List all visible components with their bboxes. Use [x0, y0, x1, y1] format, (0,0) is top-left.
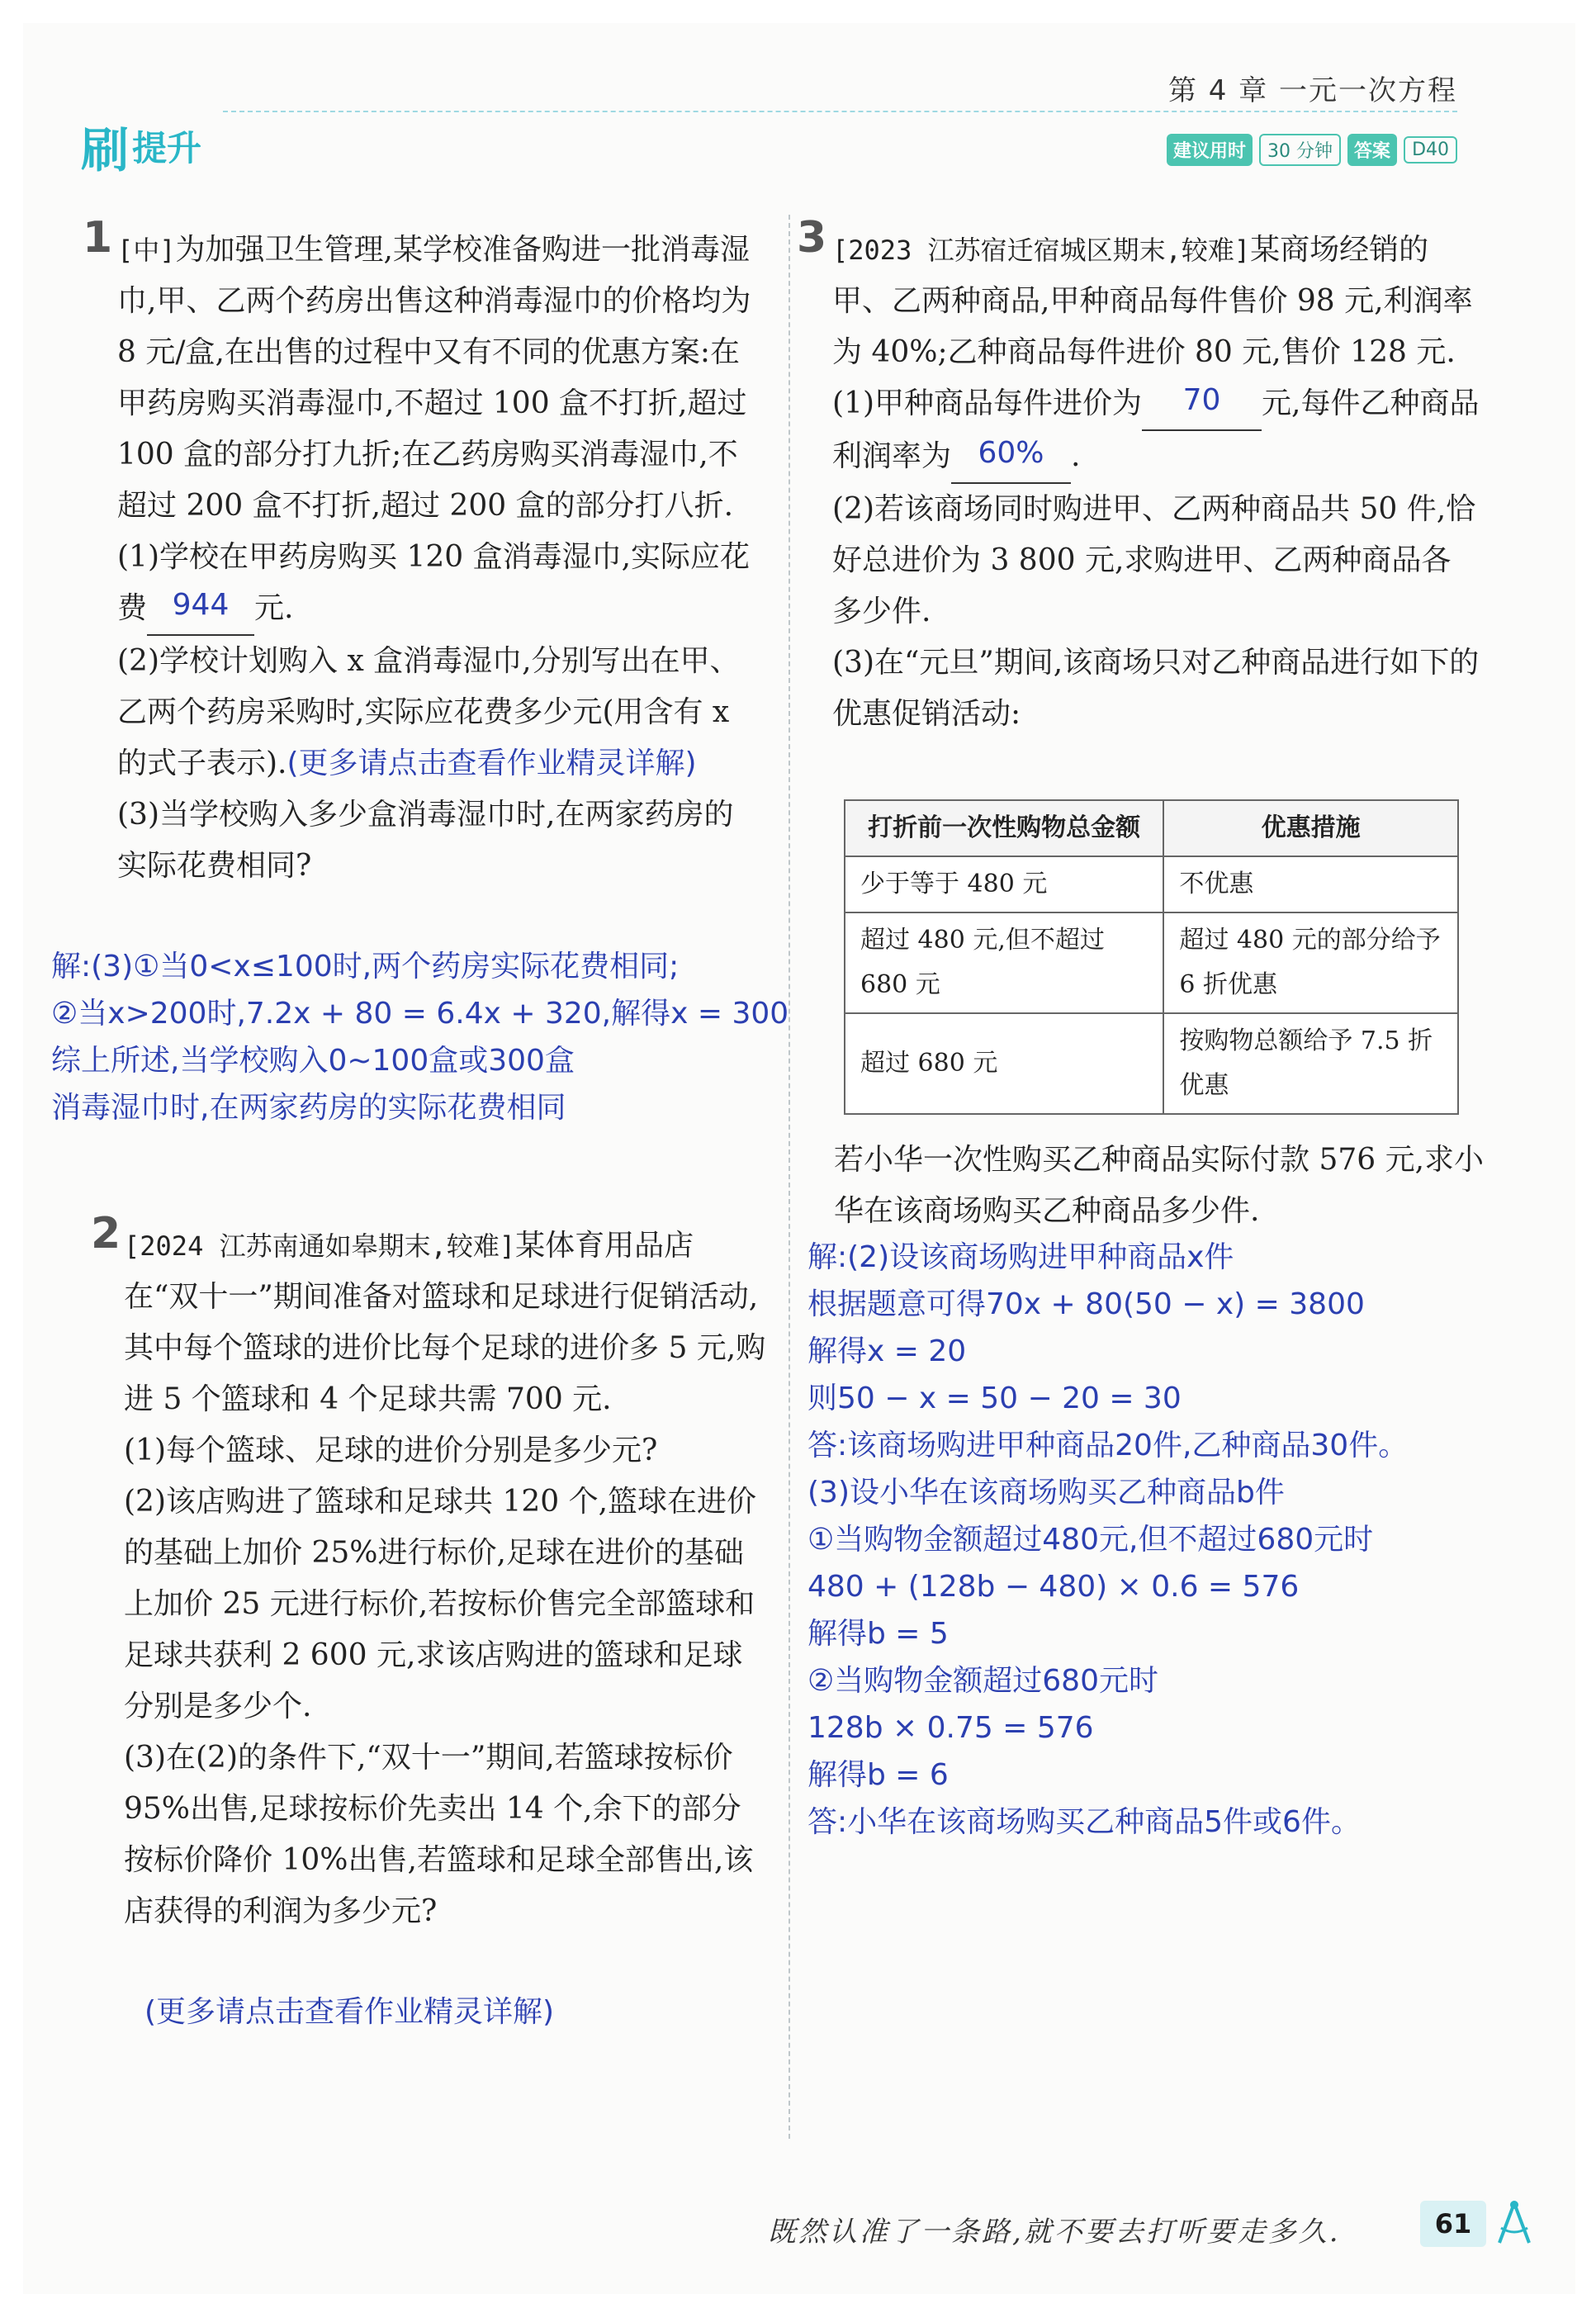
question-1-part-1-blank — [147, 583, 254, 636]
question-1-part-2: (2)学校计划购入 x 盒消毒湿巾,分别写出在甲、乙两个药房采购时,实际应花费多少元(用含有 x 的式子表示). — [117, 644, 740, 780]
question-3-after-table: 若小华一次性购买乙种商品实际付款 576 元,求小华在该商场购买乙种商品多少件. — [834, 1143, 1485, 1228]
solution-line: (3)设小华在该商场购买乙种商品b件 — [807, 1476, 1285, 1510]
question-1-part-3: (3)当学校购入多少盒消毒湿巾时,在两家药房的实际花费相同? — [117, 798, 734, 883]
question-3-part-1-mid: 元,每件乙种商品利润率为 — [832, 386, 1480, 473]
table-cell: 不优惠 — [1163, 856, 1458, 912]
solution-line: 答:小华在该商场购买乙种商品5件或6件。 — [807, 1805, 1361, 1839]
solution-line: 480 + (128b − 480) × 0.6 = 576 — [807, 1570, 1300, 1604]
question-3-part-1-blank-1 — [1142, 378, 1262, 431]
question-3-part-1-end: . — [1071, 439, 1081, 473]
solution-line: ②当购物金额超过680元时 — [807, 1664, 1158, 1698]
question-1-part-1-answer: 944 — [172, 588, 230, 622]
table-row — [845, 1013, 1458, 1114]
question-3-number: 3 — [797, 213, 827, 263]
question-1-more-link[interactable]: (更多请点击查看作业精灵详解) — [287, 747, 697, 780]
answer-page-ref: D40 — [1404, 136, 1457, 164]
section-logo — [81, 116, 201, 177]
question-1-part-1-unit: 元. — [254, 591, 294, 625]
question-2-part-3: (3)在(2)的条件下,“双十一”期间,若篮球按标价 95%出售,足球按标价先卖出 14 个,余下的部分按标价降价 10%出售,若篮球和足球全部售出,该店获得的利润为多少元? — [124, 1741, 754, 1928]
question-3-part-1-answer-2: 60% — [978, 436, 1044, 470]
column-divider — [789, 215, 790, 2139]
question-3-part-1-blank-2 — [951, 431, 1071, 484]
promotion-table — [844, 799, 1459, 1115]
question-3-stem: 某商场经销的甲、乙两种商品,甲种商品每件售价 98 元,利润率为 40%;乙种商品每件进价 80 元,售价 128 元. — [832, 233, 1473, 369]
solution-line: 解得x = 20 — [807, 1334, 967, 1368]
page-number: 61 — [1420, 2201, 1486, 2247]
question-3-part-1-answer-1: 70 — [1182, 383, 1221, 417]
question-3-part-3: (3)在“元旦”期间,该商场只对乙种商品进行如下的优惠促销活动: — [832, 646, 1480, 731]
solution-line: 则50 − x = 50 − 20 = 30 — [807, 1382, 1182, 1415]
question-3 — [832, 225, 1480, 740]
suggested-time-value: 30 分钟 — [1259, 134, 1341, 166]
table-header-cell: 打折前一次性购物总金额 — [845, 800, 1163, 856]
table-cell: 超过 480 元的部分给予 6 折优惠 — [1163, 912, 1458, 1013]
solution-line: 根据题意可得70x + 80(50 − x) = 3800 — [807, 1287, 1365, 1321]
question-3-part-1: (1)甲种商品每件进价为 — [832, 386, 1142, 420]
solution-line: ①当购物金额超过480元,但不超过680元时 — [807, 1523, 1374, 1557]
table-header-cell: 优惠措施 — [1163, 800, 1458, 856]
question-2-number: 2 — [91, 1209, 121, 1258]
header-badges — [1167, 134, 1457, 166]
solution-line: 解:(2)设该商场购进甲种商品x件 — [807, 1240, 1234, 1274]
compass-icon — [1493, 2198, 1536, 2248]
question-2-more-link[interactable]: (更多请点击查看作业精灵详解) — [144, 1995, 555, 2029]
question-2-stem: 某体育用品店在“双十一”期间准备对篮球和足球进行促销活动,其中每个篮球的进价比每个足球的进价多 5 元,购进 5 个篮球和 4 个足球共需 700 元. — [124, 1229, 766, 1416]
table-row — [845, 912, 1458, 1013]
solution-line: 解得b = 5 — [807, 1617, 949, 1651]
chapter-title: 第 4 章 一元一次方程 — [1167, 74, 1457, 107]
question-1 — [117, 225, 761, 892]
solution-line: 解得b = 6 — [807, 1758, 949, 1792]
question-1-number: 1 — [83, 213, 113, 263]
question-1-source: [中] — [117, 235, 176, 266]
solution-line: 答:该商场购进甲种商品20件,乙种商品30件。 — [807, 1429, 1409, 1462]
question-2 — [124, 1220, 768, 1937]
table-cell: 超过 680 元 — [845, 1013, 1163, 1114]
question-1-part-1: (1)学校在甲药房购买 120 盒消毒湿巾,实际应花费 — [117, 540, 751, 625]
table-cell: 按购物总额给予 7.5 折优惠 — [1163, 1013, 1458, 1114]
question-1-solution — [51, 943, 794, 1131]
question-2-part-1: (1)每个篮球、足球的进价分别是多少元? — [124, 1434, 658, 1467]
solution-line: 消毒湿巾时,在两家药房的实际花费相同 — [51, 1091, 566, 1125]
table-header-row — [845, 800, 1458, 856]
question-3-part-2: (2)若该商场同时购进甲、乙两种商品共 50 件,恰好总进价为 3 800 元,求购进甲、乙两种商品各多少件. — [832, 492, 1476, 628]
header-divider — [223, 111, 1457, 112]
solution-line: 综上所述,当学校购入0~100盒或300盒 — [51, 1044, 575, 1078]
solution-line: ②当x>200时,7.2x + 80 = 6.4x + 320,解得x = 300 — [51, 997, 789, 1031]
table-cell: 超过 480 元,但不超过 680 元 — [845, 912, 1163, 1013]
table-row — [845, 856, 1458, 912]
solution-line: 解:(3)①当0<x≤100时,两个药房实际花费相同; — [51, 950, 680, 983]
question-3-solution — [807, 1234, 1534, 1846]
question-3-source: [2023 江苏宿迁宿城区期末,较难] — [832, 235, 1251, 266]
logo-sub-text: 提升 — [132, 128, 202, 168]
footer-motto: 既然认准了一条路,就不要去打听要走多久. — [768, 2216, 1341, 2249]
question-1-stem: 为加强卫生管理,某学校准备购进一批消毒湿巾,甲、乙两个药房出售这种消毒湿巾的价格均为 8 元/盒,在出售的过程中又有不同的优惠方案:在甲药房购买消毒湿巾,不超过 100 盒不打折,超过 100 盒的部分打九折;在乙药房购买消毒湿巾,不超过 200 盒不打折,超过 200 盒的部分打八折. — [117, 233, 751, 523]
solution-line: 128b × 0.75 = 576 — [807, 1711, 1094, 1745]
logo-main-text: 刷 — [81, 122, 130, 178]
suggested-time-label: 建议用时 — [1167, 134, 1253, 166]
answer-label: 答案 — [1347, 134, 1397, 166]
question-2-part-2: (2)该店购进了篮球和足球共 120 个,篮球在进价的基础上加价 25%进行标价,足球在进价的基础上加价 25 元进行标价,若按标价售完全部篮球和足球共获利 2 600 元,求该店购进的篮球和足球分别是多少个. — [124, 1485, 757, 1723]
table-cell: 少于等于 480 元 — [845, 856, 1163, 912]
question-2-source: [2024 江苏南通如皋期末,较难] — [124, 1230, 516, 1262]
